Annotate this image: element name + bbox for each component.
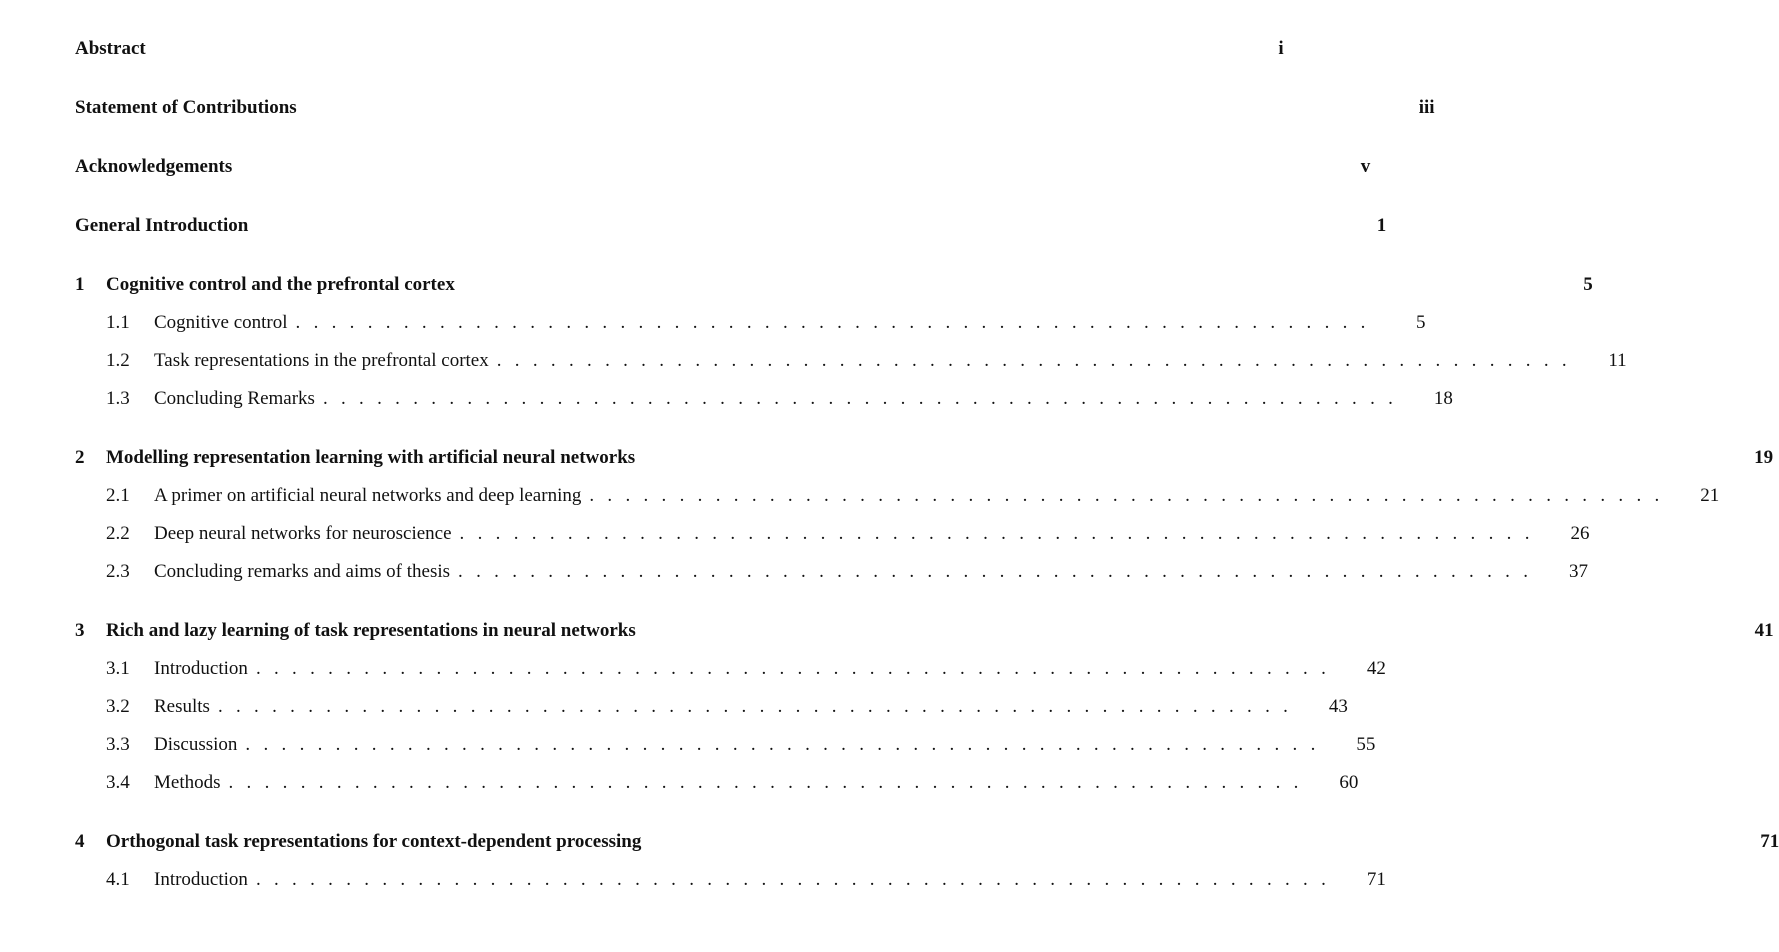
toc-chapter-entry[interactable] <box>75 439 1774 477</box>
entry-title: Rich and lazy learning of task representations in neural networks <box>106 620 636 641</box>
entry-page-number: 21 <box>1700 485 1720 506</box>
entry-title: Methods <box>154 772 221 793</box>
entry-page-number: 5 <box>1583 274 1593 295</box>
entry-title: Introduction <box>154 869 248 890</box>
toc-section-entry[interactable] <box>75 515 1590 553</box>
entry-number: 2.1 <box>106 485 130 506</box>
entry-title: Cognitive control and the prefrontal cortex <box>106 274 455 295</box>
entry-number: 1.3 <box>106 388 130 409</box>
dot-leader: . . . . . . . . . . . . . . . . . . . . . . . . . . . . . . . . . . . . . . . . . . . . . . . . . . . . . . . . . . . . <box>245 734 1316 755</box>
toc-chapter-entry[interactable] <box>75 148 1371 186</box>
entry-page-number: 55 <box>1356 734 1376 755</box>
dot-leader: . . . . . . . . . . . . . . . . . . . . . . . . . . . . . . . . . . . . . . . . . . . . . . . . . . . . . . . . . . . . <box>255 869 1326 890</box>
entry-title: Modelling representation learning with artificial neural networks <box>106 447 636 468</box>
entry-number: 2.2 <box>106 523 130 544</box>
entry-page-number: 71 <box>1366 869 1386 890</box>
entry-page-number: 41 <box>1754 620 1774 641</box>
entry-number: 3.4 <box>106 772 130 793</box>
entry-title: Concluding remarks and aims of thesis <box>154 561 451 582</box>
dot-leader: . . . . . . . . . . . . . . . . . . . . . . . . . . . . . . . . . . . . . . . . . . . . . . . . . . . . . . . . . . . . <box>295 312 1366 333</box>
toc-section-entry[interactable] <box>75 861 1386 899</box>
entry-page-number: 71 <box>1760 831 1779 852</box>
dot-leader: . . . . . . . . . . . . . . . . . . . . . . . . . . . . . . . . . . . . . . . . . . . . . . . . . . . . . . . . . . . . <box>228 772 1299 793</box>
entry-page-number: v <box>1360 156 1371 177</box>
toc-section-entry[interactable] <box>75 342 1627 380</box>
dot-leader: . . . . . . . . . . . . . . . . . . . . . . . . . . . . . . . . . . . . . . . . . . . . . . . . . . . . . . . . . . . . <box>496 350 1567 371</box>
entry-page-number: 19 <box>1754 447 1774 468</box>
entry-number: 1.1 <box>106 312 130 333</box>
entry-title: Statement of Contributions <box>75 97 297 118</box>
toc-section-entry[interactable] <box>75 553 1588 591</box>
entry-title: Discussion <box>154 734 238 755</box>
entry-page-number: 37 <box>1568 561 1588 582</box>
entry-title: Cognitive control <box>154 312 288 333</box>
entry-number: 3.3 <box>106 734 130 755</box>
entry-number: 3.1 <box>106 658 130 679</box>
entry-title: Task representations in the prefrontal cortex <box>154 350 489 371</box>
entry-number: 1.2 <box>106 350 130 371</box>
toc-chapter-entry[interactable] <box>75 30 1284 68</box>
entry-title: General Introduction <box>75 215 249 236</box>
toc-chapter-entry[interactable] <box>75 207 1387 245</box>
toc-section-entry[interactable] <box>75 477 1720 515</box>
toc-section-entry[interactable] <box>75 304 1426 342</box>
toc-chapter-entry[interactable] <box>75 266 1593 304</box>
dot-leader: . . . . . . . . . . . . . . . . . . . . . . . . . . . . . . . . . . . . . . . . . . . . . . . . . . . . . . . . . . . . <box>459 523 1530 544</box>
toc-section-entry[interactable] <box>75 688 1348 726</box>
entry-number: 3 <box>75 620 85 641</box>
entry-page-number: 60 <box>1339 772 1359 793</box>
entry-title: Results <box>154 696 210 717</box>
entry-page-number: 11 <box>1608 350 1627 371</box>
entry-page-number: iii <box>1418 97 1435 118</box>
toc-section-entry[interactable] <box>75 380 1453 418</box>
toc-chapter-entry[interactable] <box>75 823 1779 861</box>
entry-title: Acknowledgements <box>75 156 233 177</box>
entry-title: A primer on artificial neural networks and deep learning <box>154 485 582 506</box>
entry-page-number: 5 <box>1415 312 1426 333</box>
entry-page-number: 43 <box>1328 696 1348 717</box>
entry-page-number: i <box>1278 38 1284 59</box>
entry-page-number: 42 <box>1366 658 1386 679</box>
entry-number: 3.2 <box>106 696 130 717</box>
dot-leader: . . . . . . . . . . . . . . . . . . . . . . . . . . . . . . . . . . . . . . . . . . . . . . . . . . . . . . . . . . . . <box>589 485 1660 506</box>
toc-chapter-entry[interactable] <box>75 612 1774 650</box>
dot-leader: . . . . . . . . . . . . . . . . . . . . . . . . . . . . . . . . . . . . . . . . . . . . . . . . . . . . . . . . . . . . <box>217 696 1288 717</box>
entry-title: Concluding Remarks <box>154 388 315 409</box>
toc-section-entry[interactable] <box>75 650 1386 688</box>
entry-title: Abstract <box>75 38 146 59</box>
entry-number: 2.3 <box>106 561 130 582</box>
dot-leader: . . . . . . . . . . . . . . . . . . . . . . . . . . . . . . . . . . . . . . . . . . . . . . . . . . . . . . . . . . . . <box>458 561 1528 582</box>
toc-chapter-entry[interactable] <box>75 89 1435 127</box>
entry-number: 2 <box>75 447 85 468</box>
entry-page-number: 26 <box>1570 523 1590 544</box>
entry-page-number: 18 <box>1433 388 1453 409</box>
toc-section-entry[interactable] <box>75 726 1376 764</box>
entry-title: Orthogonal task representations for context-dependent processing <box>106 831 642 852</box>
entry-number: 1 <box>75 274 85 295</box>
dot-leader: . . . . . . . . . . . . . . . . . . . . . . . . . . . . . . . . . . . . . . . . . . . . . . . . . . . . . . . . . . . . <box>255 658 1326 679</box>
entry-title: Deep neural networks for neuroscience <box>154 523 452 544</box>
table-of-contents <box>75 30 1779 899</box>
entry-number: 4 <box>75 831 85 852</box>
entry-title: Introduction <box>154 658 248 679</box>
dot-leader: . . . . . . . . . . . . . . . . . . . . . . . . . . . . . . . . . . . . . . . . . . . . . . . . . . . . . . . . . . . . <box>322 388 1393 409</box>
entry-number: 4.1 <box>106 869 130 890</box>
toc-section-entry[interactable] <box>75 764 1359 802</box>
entry-page-number: 1 <box>1376 215 1387 236</box>
